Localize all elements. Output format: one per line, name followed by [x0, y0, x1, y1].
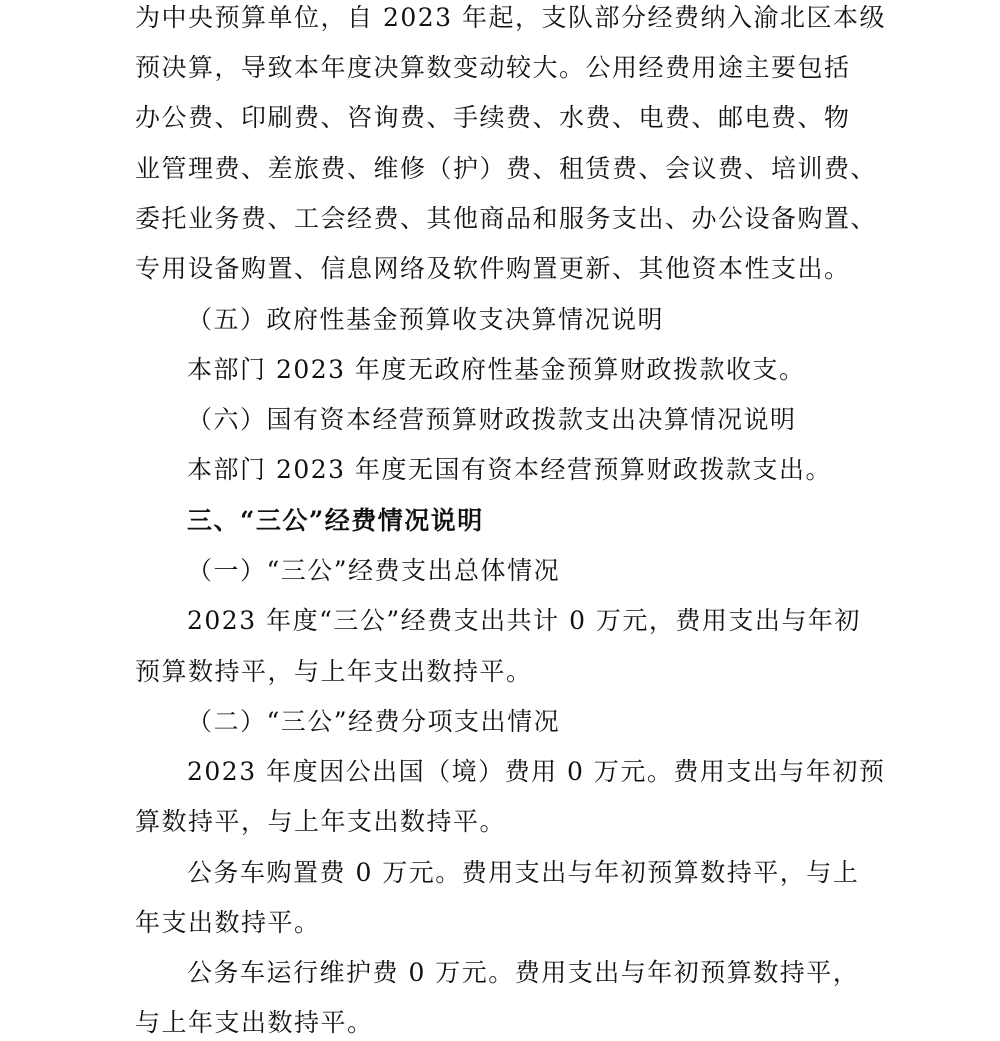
paragraph-line: 2023 年度因公出国（境）费用 0 万元。费用支出与年初预 — [187, 757, 886, 786]
paragraph-line: 预算数持平，与上年支出数持平。 — [135, 657, 533, 686]
paragraph-line: 办公费、印刷费、咨询费、手续费、水费、电费、邮电费、物 — [135, 103, 851, 132]
paragraph-line: 本部门 2023 年度无政府性基金预算财政拨款收支。 — [187, 355, 806, 384]
section-heading: （六）国有资本经营预算财政拨款支出决算情况说明 — [187, 405, 797, 434]
section-heading: （二）“三公”经费分项支出情况 — [187, 707, 561, 736]
paragraph-line: 公务车运行维护费 0 万元。费用支出与年初预算数持平， — [187, 958, 860, 987]
section-heading: （一）“三公”经费支出总体情况 — [187, 556, 561, 585]
section-heading: （五）政府性基金预算收支决算情况说明 — [187, 305, 665, 334]
paragraph-line: 年支出数持平。 — [135, 908, 321, 937]
paragraph-line: 专用设备购置、信息网络及软件购置更新、其他资本性支出。 — [135, 254, 851, 283]
main-heading: 三、“三公”经费情况说明 — [187, 506, 484, 535]
paragraph-line: 与上年支出数持平。 — [135, 1008, 374, 1037]
paragraph-line: 为中央预算单位，自 2023 年起，支队部分经费纳入渝北区本级 — [135, 3, 887, 32]
paragraph-line: 公务车购置费 0 万元。费用支出与年初预算数持平，与上 — [187, 858, 860, 887]
paragraph-line: 业管理费、差旅费、维修（护）费、租赁费、会议费、培训费、 — [135, 154, 878, 183]
paragraph-line: 2023 年度“三公”经费支出共计 0 万元，费用支出与年初 — [187, 606, 861, 635]
paragraph-line: 算数持平，与上年支出数持平。 — [135, 807, 507, 836]
paragraph-line: 本部门 2023 年度无国有资本经营预算财政拨款支出。 — [187, 455, 833, 484]
paragraph-line: 预决算，导致本年度决算数变动较大。公用经费用途主要包括 — [135, 53, 851, 82]
paragraph-line: 委托业务费、工会经费、其他商品和服务支出、办公设备购置、 — [135, 204, 878, 233]
